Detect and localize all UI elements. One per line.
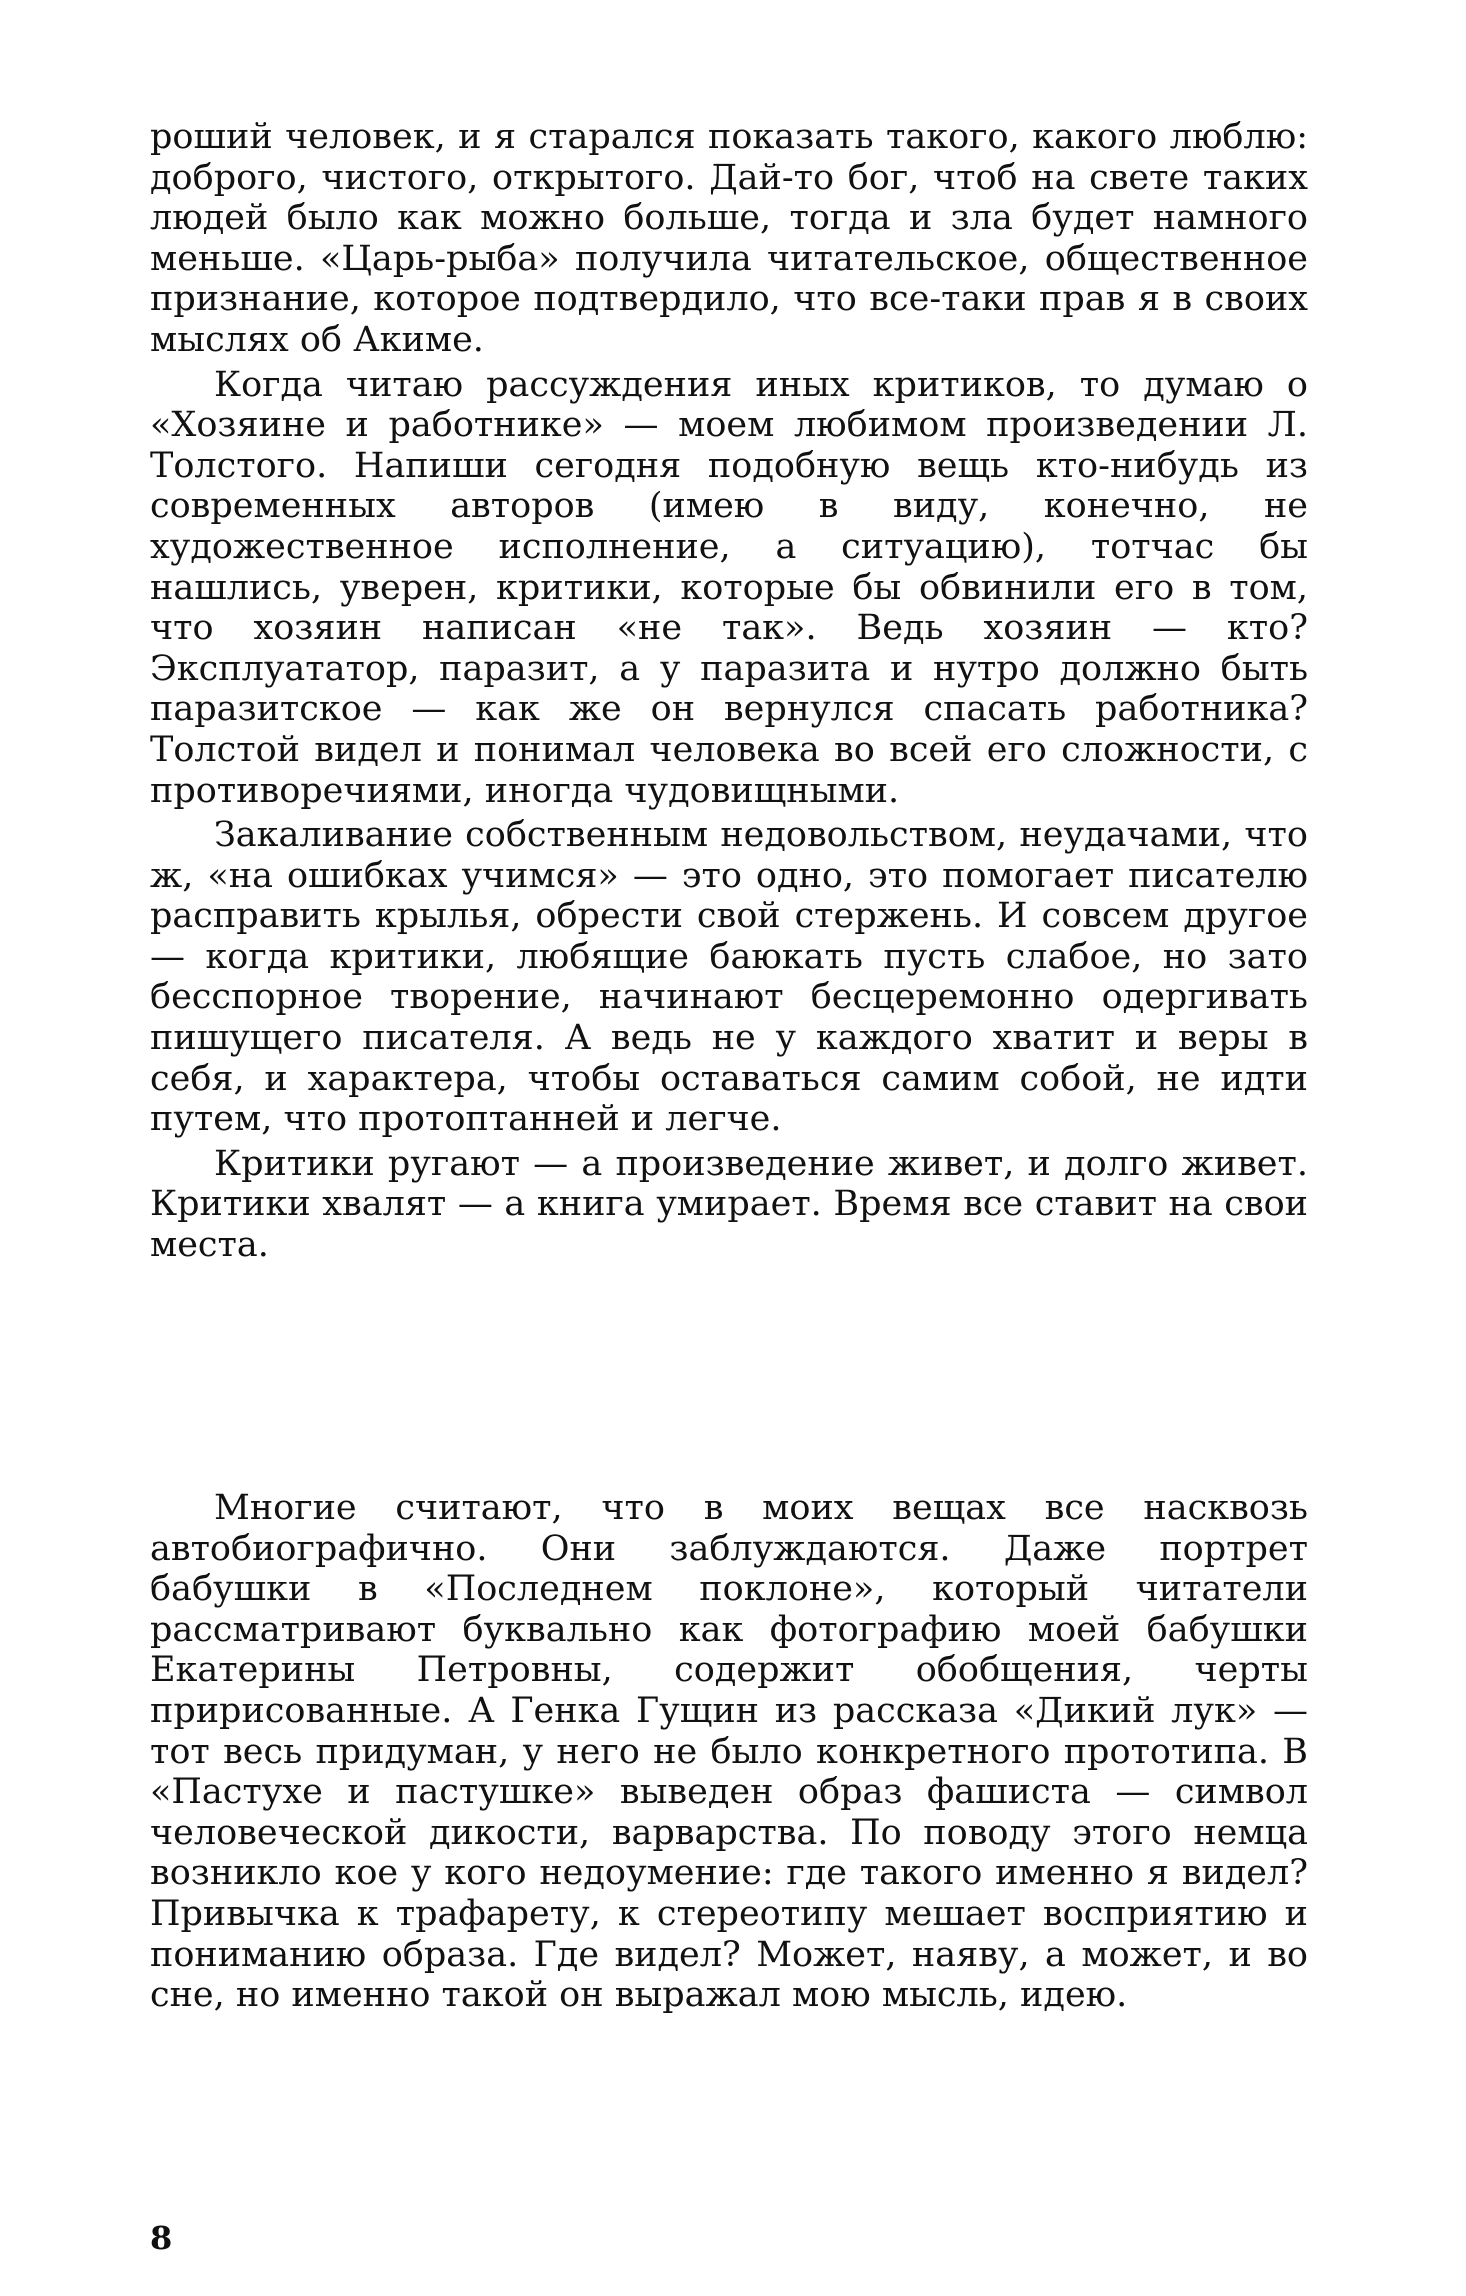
text-section-1 <box>150 117 1308 1266</box>
text-section-2 <box>150 1488 1308 2016</box>
page-number: 8 <box>150 2219 173 2257</box>
paragraph-tempering: Закаливание собственным недовольством, неудачами, что ж, «на ошибках учимся» — это одно, это помогает писателю расправить крылья, обрести свой стержень. И совсем другое — когда критики, любящие баюкать пусть слабое, но зато бесспорное творение, начинают бесцеремонно одергивать пишущего писателя. А ведь не у каждого хватит и веры в себя, и характера, чтобы оставаться самим собой, не идти путем, что протоптанней и легче. <box>150 815 1308 1140</box>
paragraph-continuation: роший человек, и я старался показать такого, какого люблю: доброго, чистого, открытого. Дай-то бог, чтоб на свете таких людей было как можно больше, тогда и зла будет намного меньше. «Царь-рыба» получила читательское, общественное признание, которое подтвердило, что все-таки прав я в своих мыслях об Акиме. <box>150 117 1308 360</box>
paragraph-critics-scold: Критики ругают — а произведение живет, и долго живет. Критики хвалят — а книга умирает. Время все ставит на свои места. <box>150 1143 1308 1266</box>
paragraph-autobiography: Многие считают, что в моих вещах все насквозь автобиографично. Они заблуждаются. Даже портрет бабушки в «Последнем поклоне», который читатели рассматривают буквально как фотографию моей бабушки Екатерины Петровны, содержит обобщения, черты пририсованные. А Генка Гущин из рассказа «Дикий лук» — тот весь придуман, у него не было конкретного прототипа. В «Пастухе и пастушке» выведен образ фашиста — символ человеческой дикости, варварства. По поводу этого немца возникло кое у кого недоумение: где такого именно я видел? Привычка к трафарету, к стереотипу мешает восприятию и пониманию образа. Где видел? Может, наяву, а может, и во сне, но именно такой он выражал мою мысль, идею. <box>150 1488 1308 2016</box>
paragraph-critics-tolstoy: Когда читаю рассуждения иных критиков, то думаю о «Хозяине и работнике» — моем любимом произведении Л. Толстого. Напиши сегодня подобную вещь кто-нибудь из современных авторов (имею в виду, конечно, не художественное исполнение, а ситуацию), тотчас бы нашлись, уверен, критики, которые бы обвинили его в том, что хозяин написан «не так». Ведь хозяин — кто? Эксплуататор, паразит, а у паразита и нутро должно быть паразитское — как же он вернулся спасать работника? Толстой видел и понимал человека во всей его сложности, с противоречиями, иногда чудовищными. <box>150 364 1308 811</box>
